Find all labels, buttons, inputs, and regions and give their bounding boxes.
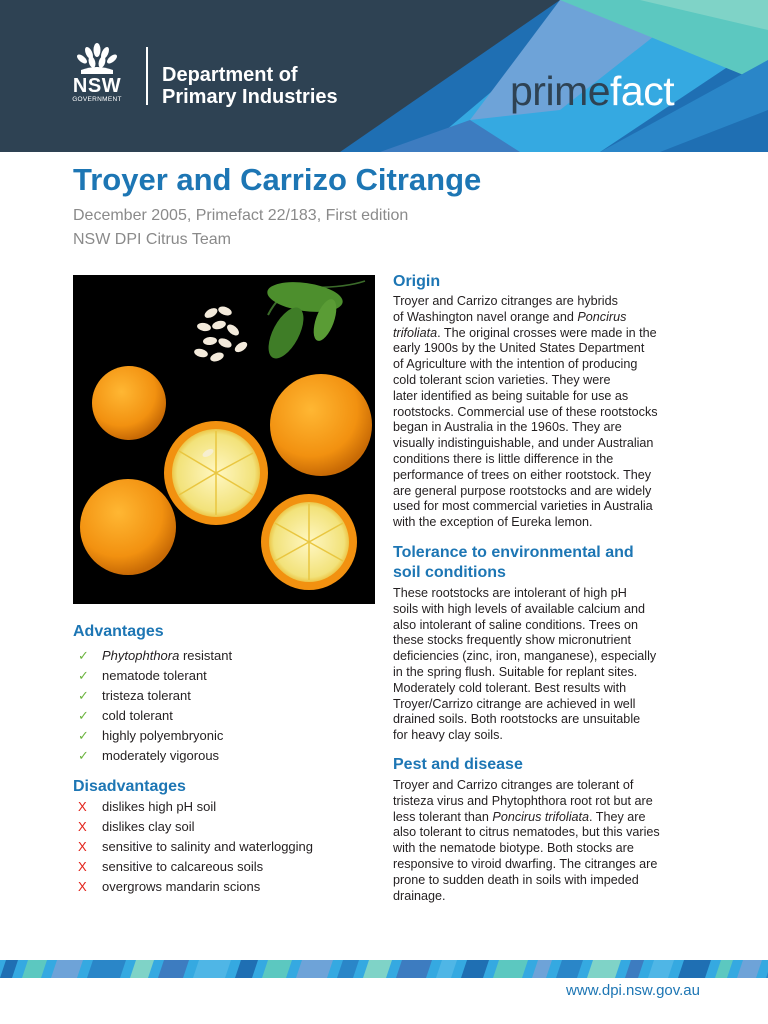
footer-band-strip [193,960,231,978]
pest-text: less tolerant than [393,809,493,824]
origin-line [393,515,723,531]
disadvantage-item [75,877,313,897]
tolerance-line: soils with high levels of available calcium and [393,601,646,616]
pest-disease-paragraph [393,778,723,904]
document-date-edition: December 2005, Primefact 22/183, First edition [73,207,409,224]
tolerance-heading [393,543,634,583]
pest-text: responsive to viroid dwarfing. The citranges are [393,856,658,871]
tolerance-line: these stocks frequently show micronutrient [393,633,631,648]
footer-band-strip [396,960,432,978]
advantage-text: tristeza tolerant [102,688,191,703]
origin-text: Troyer and Carrizo citranges are hybrids [393,294,618,308]
advantage-text: resistant [179,648,233,663]
origin-text: began in Australia in the 1960s. They are [393,420,622,435]
page-header [0,0,768,152]
tolerance-heading-line-2: soil conditions [393,564,506,581]
disadvantage-item [75,797,313,817]
tolerance-line: in the spring flush. Suitable for replant sites. [393,664,638,679]
cross-icon: X [78,879,87,894]
whole-fruit-top-left [92,366,166,440]
tolerance-line: These rootstocks are intolerant of high pH [393,586,627,600]
advantage-text: nematode tolerant [102,668,207,683]
disadvantage-text: dislikes high pH soil [102,799,217,814]
origin-text: conditions there is little difference in the [393,451,614,466]
checkmark-icon: ✓ [78,728,89,743]
pest-line [393,778,723,794]
tolerance-line: also intolerant of saline conditions. Trees on [393,617,639,632]
department-line-2: Primary Industries [162,86,338,108]
pest-text: drainage. [393,888,446,903]
origin-text: early 1900s by the United States Department [393,341,645,356]
origin-text: later identified as being suitable for use as [393,388,629,403]
origin-italic-text: Poncirus [577,309,627,324]
disadvantage-item [75,857,313,877]
origin-text: performance of trees on either rootstock. They [393,467,652,482]
checkmark-icon: ✓ [78,668,89,683]
cross-icon: X [78,799,87,814]
origin-line [393,405,723,421]
wordmark-prime: prime [510,68,611,114]
leaf-sprig [261,278,365,364]
disadvantages-heading: Disadvantages [73,778,186,795]
pest-line [393,841,723,857]
pest-line [393,889,723,905]
disadvantage-text: sensitive to salinity and waterlogging [102,839,314,854]
cut-fruit-bottom-right [261,494,357,590]
advantage-item [75,726,232,746]
advantage-item [75,686,232,706]
advantage-text: moderately vigorous [102,748,220,763]
advantage-item [75,666,232,686]
disadvantage-text: dislikes clay soil [102,819,195,834]
origin-line [393,420,723,436]
origin-line [393,452,723,468]
checkmark-icon: ✓ [78,708,89,723]
advantages-heading: Advantages [73,623,164,640]
origin-text: cold tolerant scion varieties. They were [393,372,611,387]
whole-fruit-bottom-left [80,479,176,575]
origin-heading: Origin [393,273,441,290]
pest-text: Troyer and Carrizo citranges are tolerant of [393,778,634,792]
nsw-government-logo [66,42,128,108]
origin-line [393,341,723,357]
origin-line [393,310,723,326]
checkmark-icon: ✓ [78,688,89,703]
footer-decorative-band [0,960,768,978]
origin-text: visually indistinguishable, and under Australian [393,436,654,451]
origin-text: rootstocks. Commercial use of these rootstocks [393,404,658,419]
disadvantage-item [75,837,313,857]
pest-italic-text: Poncirus trifoliata [492,809,590,824]
department-name [162,64,338,108]
origin-line [393,294,723,310]
advantages-list [75,646,232,766]
cross-icon: X [78,859,87,874]
origin-line [393,468,723,484]
origin-text: of Washington navel orange and [393,309,578,324]
advantage-text: highly polyembryonic [102,728,224,743]
advantage-item [75,706,232,726]
pest-text: also tolerant to citrus nematodes, but this varies [393,825,660,840]
origin-text: are general purpose rootstocks and are widely [393,483,652,498]
citrange-fruit-photo [73,275,375,604]
seed-pile [193,305,249,363]
pest-text: tristeza virus and Phytophthora root rot but are [393,793,653,808]
footer-band-strip [296,960,333,978]
checkmark-icon: ✓ [78,648,89,663]
footer-band-strip [493,960,528,978]
tolerance-paragraph [393,586,723,744]
origin-text: . The original crosses were made in the [437,325,657,340]
tolerance-line: Troyer/Carrizo citrange are achieved in well [393,696,636,711]
footer-band-graphic [0,960,768,978]
document-author: NSW DPI Citrus Team [73,231,231,248]
pest-line [393,857,723,873]
origin-paragraph [393,294,723,531]
origin-text: used for most commercial varieties in Australia [393,499,653,514]
footer-website-link[interactable]: www.dpi.nsw.gov.au [566,982,700,999]
fruit-illustration [73,275,375,604]
advantage-item [75,746,232,766]
origin-line [393,499,723,515]
tolerance-line: drained soils. Both rootstocks are unsuitable [393,712,641,727]
origin-line [393,436,723,452]
whole-fruit-right [270,374,372,476]
wordmark-fact: fact [610,68,675,114]
cut-fruit-center [164,421,268,525]
footer-band-strip [87,960,126,978]
pest-disease-heading: Pest and disease [393,756,523,773]
pest-line [393,810,723,826]
origin-line [393,326,723,342]
disadvantage-item [75,817,313,837]
logo-government-text: GOVERNMENT [72,96,122,103]
tolerance-heading-line-1: Tolerance to environmental and [393,544,634,561]
tolerance-line: deficiencies (zinc, iron, manganese), especially [393,649,657,664]
origin-italic-text: trifoliata [393,325,438,340]
origin-line [393,389,723,405]
primefact-wordmark [510,68,674,114]
advantage-text: cold tolerant [102,708,173,723]
origin-text: of Agriculture with the intention of producing [393,357,638,372]
pest-line [393,794,723,810]
tolerance-line: for heavy clay soils. [393,728,503,743]
checkmark-icon: ✓ [78,748,89,763]
tolerance-line: Moderately cold tolerant. Best results with [393,680,627,695]
waratah-icon [77,42,117,76]
pest-text: prone to sudden death in soils with impeded [393,872,639,887]
pest-text: with the nematode biotype. Both stocks are [393,841,634,856]
pest-line [393,873,723,889]
origin-line [393,357,723,373]
disadvantage-text: overgrows mandarin scions [102,879,261,894]
advantage-item [75,646,232,666]
department-line-1: Department of [162,64,298,86]
origin-line [393,484,723,500]
pest-line [393,825,723,841]
disadvantage-text: sensitive to calcareous soils [102,859,264,874]
advantage-italic-text: Phytophthora [102,648,180,663]
logo-nsw-text: NSW [72,75,122,97]
header-divider [146,47,148,105]
pest-text: . They are [589,809,646,824]
origin-text: with the exception of Eureka lemon. [393,515,593,530]
document-title: Troyer and Carrizo Citrange [73,162,482,197]
origin-line [393,373,723,389]
cross-icon: X [78,819,87,834]
disadvantages-list [75,797,313,897]
cross-icon: X [78,839,87,854]
